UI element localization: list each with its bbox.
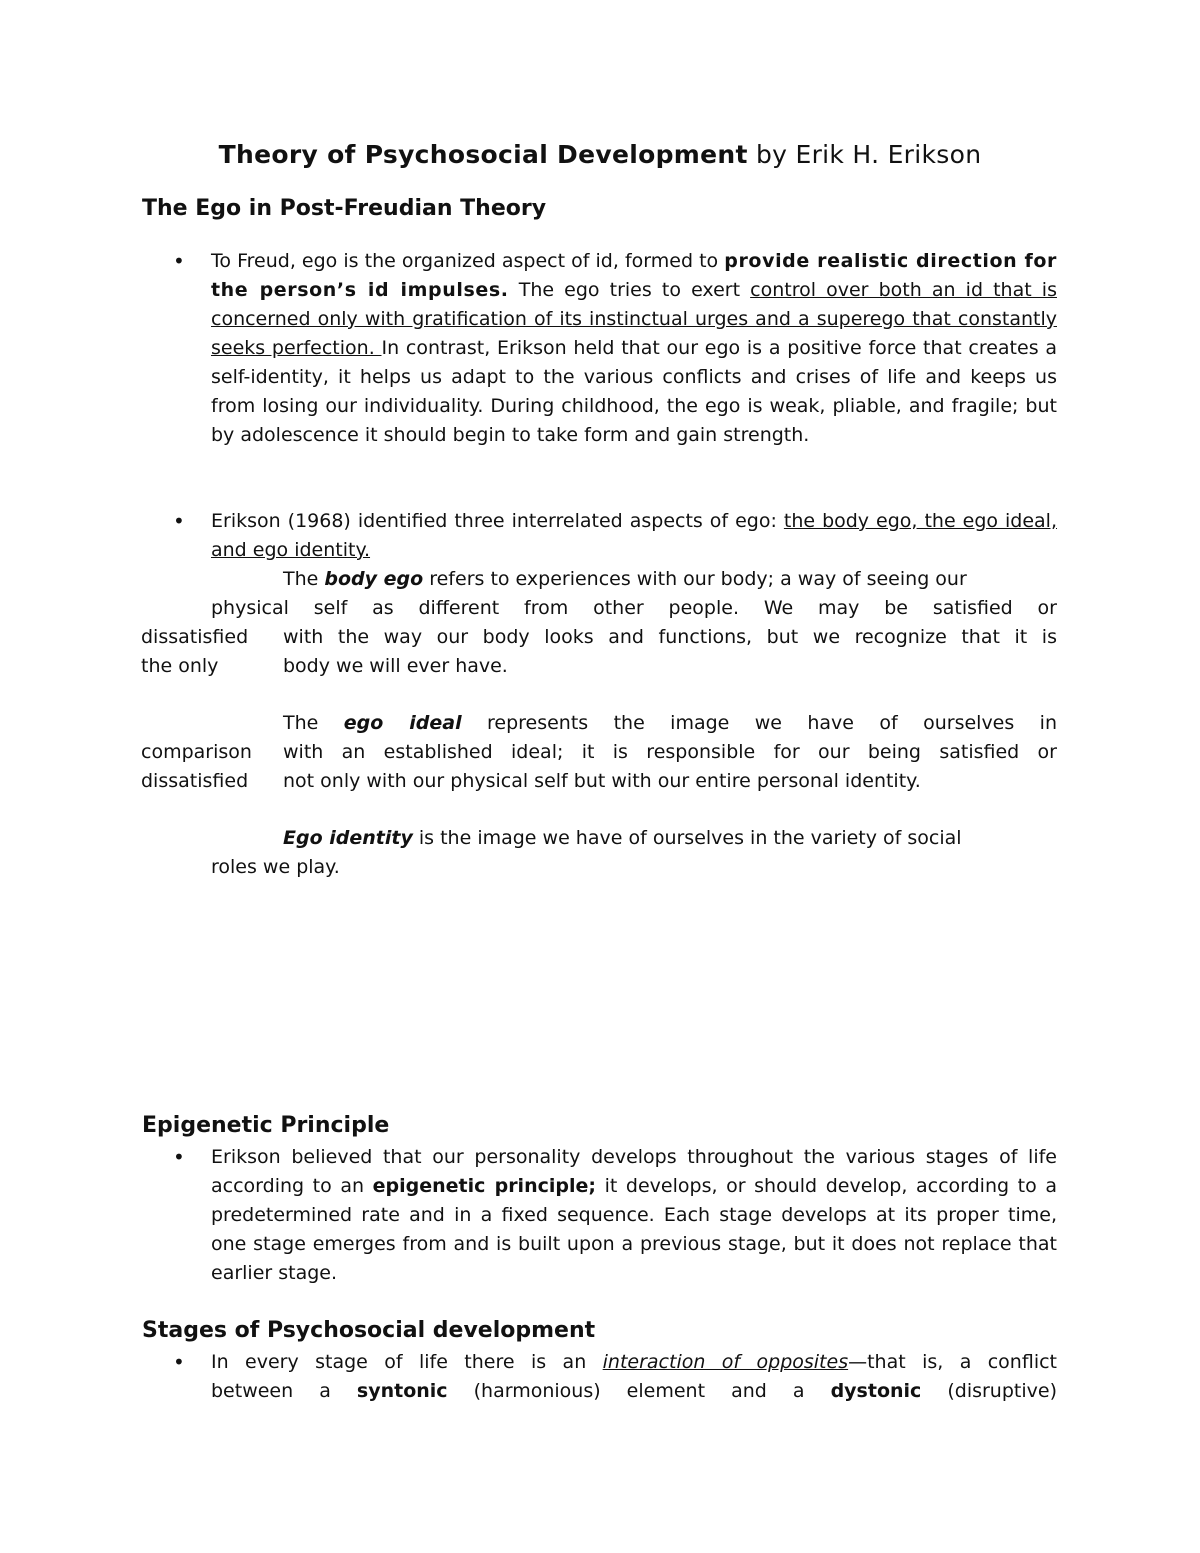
text-run: The [283, 568, 325, 590]
text-run: between a [211, 1380, 357, 1402]
bullet-three-aspects [211, 507, 1057, 565]
text-run: it develops, or should develop, according to a predetermined rate and in a fixed sequence. Each stage develops at its proper time, one stage emerges from and is built upon a previous stage, but it does not replace that earlier stage. [211, 1175, 1057, 1284]
body-ego-line-3: with the way our body looks and functions, but we recognize that it is [283, 626, 1057, 648]
text-run: refers to experiences with our body; a way of seeing our [423, 568, 967, 590]
ego-identity-line-2: roles we play. [211, 856, 340, 878]
ego-identity-line-1 [283, 824, 962, 853]
section-heading-epigenetic: Epigenetic Principle [142, 1113, 390, 1138]
stages-line-1 [211, 1348, 1057, 1377]
bullet-marker: • [173, 1350, 185, 1374]
text-run: In contrast, Erikson held that our ego is a positive force that creates a self-identity, it helps us adapt to the various conflicts and crises of life and keeps us from losing our individuality. During childhood, the ego is weak, pliable, and fragile; but by adolescence it should begin to take form and gain strength. [211, 337, 1057, 446]
text-run: Erikson (1968) identified three interrelated aspects of ego: [211, 510, 784, 532]
ego-ideal-margin-3: dissatisfied [141, 770, 249, 792]
body-ego-margin-4: the only [141, 655, 219, 677]
title-author: by Erik H. Erikson [747, 140, 982, 169]
bullet-marker: • [173, 249, 185, 273]
text-run: represents the image we have of ourselves in [461, 712, 1057, 734]
text-run: The [283, 712, 344, 734]
text-run: is the image we have of ourselves in the variety of social [412, 827, 962, 849]
italic-underlined-run: interaction of opposites [602, 1351, 849, 1373]
underlined-run: control over both an id that is concerned only with gratification of its instinctual urges and a superego that constantly seeks perfection. [211, 279, 1057, 359]
text-run: —that is, a conflict [848, 1351, 1057, 1373]
body-ego-line-2: physical self as different from other people. We may be satisfied or [211, 597, 1057, 619]
title-bold: Theory of Psychosocial Development [218, 140, 748, 169]
text-run: In every stage of life there is an [211, 1351, 603, 1373]
term-dystonic: dystonic [830, 1380, 922, 1402]
ego-ideal-line-2: with an established ideal; it is responsible for our being satisfied or [283, 741, 1057, 763]
section-heading-stages: Stages of Psychosocial development [142, 1318, 596, 1343]
text-run: The ego tries to exert [508, 279, 751, 301]
text-run: (harmonious) element and a [447, 1380, 831, 1402]
bullet-epigenetic [211, 1143, 1057, 1288]
stages-line-2 [211, 1377, 1057, 1406]
body-ego-line-1 [283, 565, 967, 594]
text-run: To Freud, ego is the organized aspect of id, formed to [211, 250, 725, 272]
ego-ideal-line-3: not only with our physical self but with our entire personal identity. [283, 770, 921, 792]
ego-ideal-margin-2: comparison [141, 741, 252, 763]
bullet-marker: • [173, 509, 185, 533]
text-run: (disruptive) [921, 1380, 1057, 1402]
body-ego-line-4: body we will ever have. [283, 655, 508, 677]
section-heading-ego: The Ego in Post-Freudian Theory [142, 196, 547, 221]
term-ego-ideal: ego ideal [343, 712, 462, 734]
ego-ideal-line-1 [283, 709, 1057, 738]
bold-run: epigenetic principle; [372, 1175, 596, 1197]
bold-run: provide realistic direction for the person’s id impulses. [211, 250, 1058, 301]
term-body-ego: body ego [324, 568, 424, 590]
bullet-freud-ego [211, 247, 1057, 450]
term-syntonic: syntonic [356, 1380, 448, 1402]
underlined-run: the body ego, the ego ideal, and ego identity. [211, 510, 1057, 561]
body-ego-margin-3: dissatisfied [141, 626, 249, 648]
text-run: Erikson believed that our personality develops throughout the various stages of life according to an [211, 1146, 1057, 1197]
document-title [0, 140, 1200, 169]
bullet-marker: • [173, 1145, 185, 1169]
term-ego-identity: Ego identity [283, 827, 413, 849]
